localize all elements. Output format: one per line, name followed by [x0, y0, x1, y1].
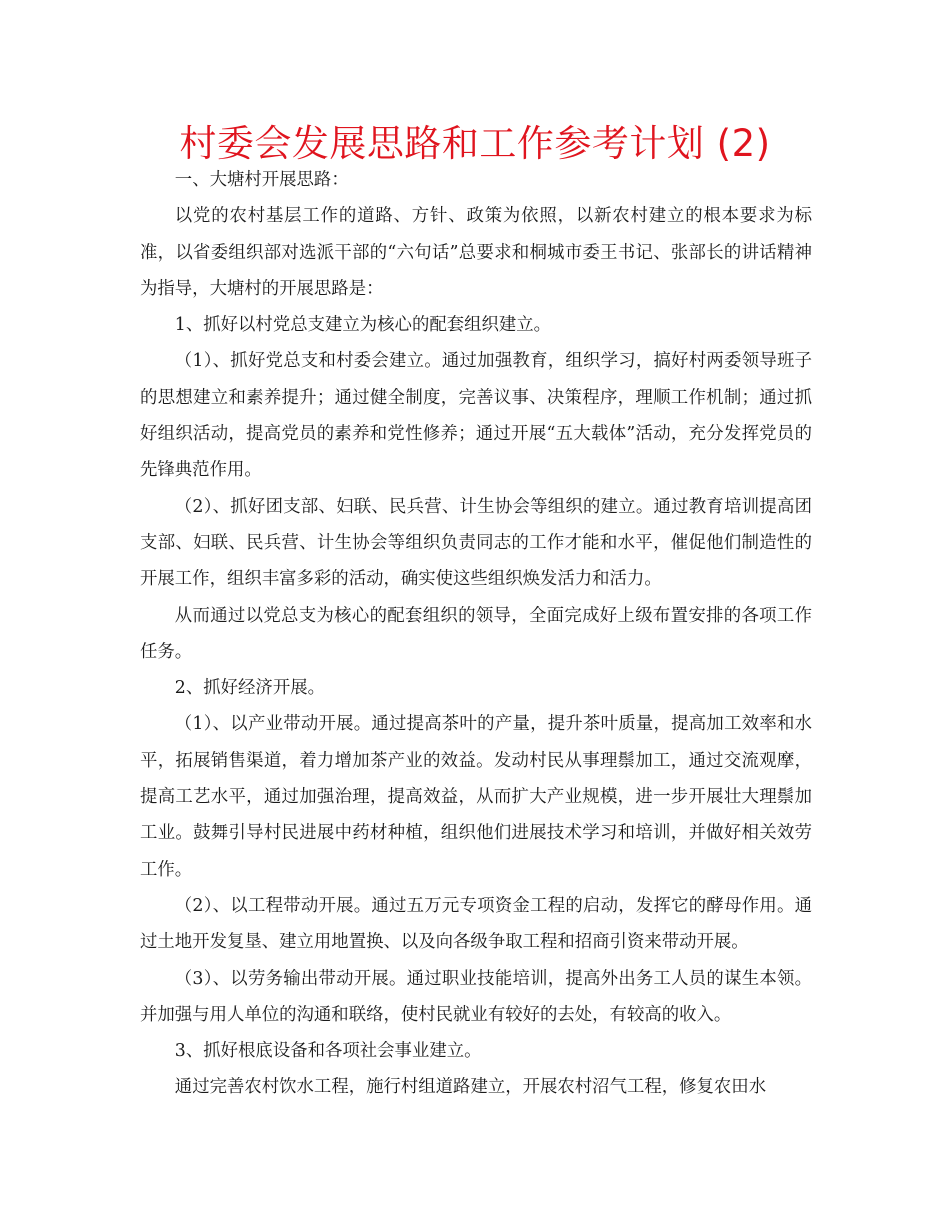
paragraph: 2、抓好经济开展。: [174, 678, 325, 699]
paragraph: （1）、以产业带动开展。通过提高茶叶的产量，提升茶叶质量，提高加工效率和水平，拓展销售渠道，着力增加茶产业的效益。发动村民从事理鬃加工，通过交流观摩，提高工艺水平，通过加强治理，提高效益，从而扩大产业规模，进一步开展壮大理鬃加工业。鼓舞引导村民进展中药材种植，组织他们进展技术学习和培训，并做好相关效劳工作。: [140, 714, 812, 880]
paragraph: （1）、抓好党总支和村委会建立。通过加强教育，组织学习，搞好村两委领导班子的思想建立和素养提升；通过健全制度，完善议事、决策程序，理顺工作机制；通过抓好组织活动，提高党员的素养和党性修养；通过开展“五大载体”活动，充分发挥党员的先锋典范作用。: [140, 351, 812, 481]
document-body: [140, 162, 812, 1106]
paragraph: 通过完善农村饮水工程，施行村组道路建立，开展农村沼气工程，修复农田水: [174, 1077, 767, 1098]
paragraph: 一、大塘村开展思路：: [174, 170, 349, 190]
paragraph: （2）、抓好团支部、妇联、民兵营、计生协会等组织的建立。通过教育培训提高团支部、妇联、民兵营、计生协会等组织负责同志的工作才能和水平，催促他们制造性的开展工作，组织丰富多彩的活动，确实使这些组织焕发活力和活力。: [140, 496, 812, 590]
document-title: 村委会发展思路和工作参考计划 (2): [179, 122, 771, 165]
paragraph: 以党的农村基层工作的道路、方针、政策为依照，以新农村建立的根本要求为标准，以省委组织部对选派干部的“六句话”总要求和桐城市委王书记、张部长的讲话精神为指导，大塘村的开展思路是：: [140, 206, 812, 299]
paragraph: 1、抓好以村党总支建立为核心的配套组织建立。: [174, 315, 552, 336]
paragraph: （3）、以劳务输出带动开展。通过职业技能培训，提高外出务工人员的谋生本领。并加强与用人单位的沟通和联络，使村民就业有较好的去处，有较高的收入。: [140, 968, 812, 1025]
paragraph: （2）、以工程带动开展。通过五万元专项资金工程的启动，发挥它的酵母作用。通过土地开发复垦、建立用地置换、以及向各级争取工程和招商引资来带动开展。: [140, 895, 812, 953]
paragraph: 从而通过以党总支为核心的配套组织的领导，全面完成好上级布置安排的各项工作任务。: [140, 605, 812, 662]
paragraph: 3、抓好根底设备和各项社会事业建立。: [174, 1041, 482, 1062]
